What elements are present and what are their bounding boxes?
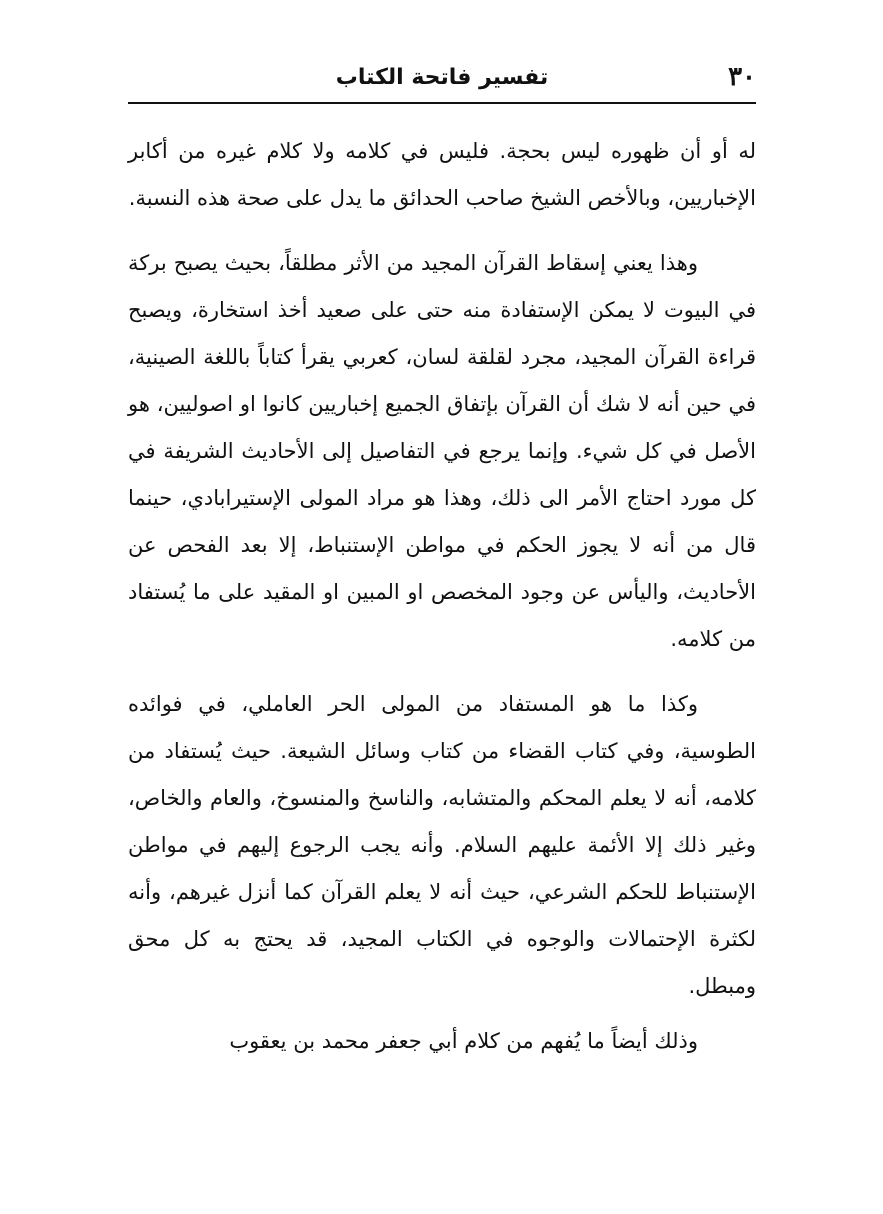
page-header (128, 58, 756, 104)
page-number: ٣٠ (728, 62, 756, 92)
paragraph-1: له أو أن ظهوره ليس بحجة. فليس في كلامه ولا كلام غيره من أكابر الإخباريين، وبالأخص الشيخ صاحب الحدائق ما يدل على صحة هذه النسبة. (128, 139, 756, 210)
running-title: تفسير فاتحة الكتاب (335, 65, 549, 90)
paragraph-2: وهذا يعني إسقاط القرآن المجيد من الأثر مطلقاً، بحيث يصبح بركة في البيوت لا يمكن الإستفادة منه حتى على صعيد أخذ استخارة، ويصبح قراءة القرآن المجيد، مجرد لقلقة لسان، كعربي يقرأ كتاباً باللغة الصينية، في حين أنه لا شك أن القرآن بإتفاق الجميع إخباريين كانوا او اصوليين، هو الأصل في كل شيء. وإنما يرجع في التفاصيل إلى الأحاديث الشريفة في كل مورد احتاج الأمر الى ذلك، وهذا هو مراد المولى الإستيرابادي، حينما قال من أنه لا يجوز الحكم في مواطن الإستنباط، إلا بعد الفحص عن الأحاديث، واليأس عن وجود المخصص او المبين او المقيد على ما يُستفاد من كلامه. (128, 251, 756, 651)
paragraph-4: وذلك أيضاً ما يُفهم من كلام أبي جعفر محمد بن يعقوب (229, 1029, 698, 1053)
body-text (128, 128, 756, 1065)
paragraph-3: وكذا ما هو المستفاد من المولى الحر العاملي، في فوائده الطوسية، وفي كتاب القضاء من كتاب وسائل الشيعة. حيث يُستفاد من كلامه، أنه لا يعلم المحكم والمتشابه، والناسخ والمنسوخ، والعام والخاص، وغير ذلك إلا الأئمة عليهم السلام. وأنه يجب الرجوع إليهم في مواطن الإستنباط للحكم الشرعي، حيث أنه لا يعلم القرآن كما أنزل غيرهم، وأنه لكثرة الإحتمالات والوجوه في الكتاب المجيد، قد يحتج به كل محق ومبطل. (128, 692, 756, 998)
